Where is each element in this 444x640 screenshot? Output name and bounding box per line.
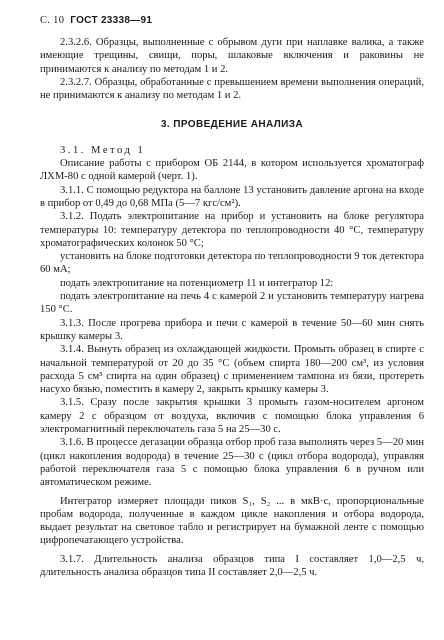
document-body (40, 36, 424, 579)
paragraph-3-1-2-detector: установить на блоке подготовки детектора по теплопроводности 9 ток детектора 60 мА; (40, 251, 424, 276)
gost-number: ГОСТ 23338—91 (70, 15, 153, 26)
paragraph-3-1-2-oven: подать электропитание на печь 4 с камерой 2 и установить температуру нагрева 150 °С. (40, 291, 424, 316)
paragraph-3-1-1: 3.1.1. С помощью редуктора на баллоне 13 установить давление аргона на входе в прибор от 0,49 до 0,68 МПа (5—7 кгс/см²). (40, 184, 424, 209)
paragraph-3-1-5: 3.1.5. Сразу после закрытия крышки 3 промыть газом-носителем аргоном камеру 2 с образцом от воздуха, включив с помощью блока управления 6 электромагнитный переключатель газа 5 на 25—30 с. (40, 397, 424, 436)
paragraph-integrator: Интегратор измеряет площади пиков S₁, S₂ ... в мкВ·с, пропорциональные пробам водорода, полученные в каждом цикле накопления и отбора водорода, выдает результат на световое табло и регистрирует на бумажной ленте с помощью цифропечатающего устройства. (40, 495, 424, 547)
paragraph-3-1-6: 3.1.6. В процессе дегазации образца отбор проб газа выполнять через 5—20 мин (цикл накопления водорода) в течение 25—30 с (цикл отбора водорода), управляя работой переключателя газа 5 с помощью блока управления 6 в ручном или автоматическом режиме. (40, 437, 424, 489)
paragraph-3-1-4: 3.1.4. Вынуть образец из охлаждающей жидкости. Промыть образец в спирте с начальной температурой от 20 до 35 °С (объем спирта 180—200 см³, из условия расхода 5 см³ спирта на один образец) с применением тампона из бязи, протереть насухо бязью, поместить в камеру 2, закрыть крышку камеры 3. (40, 344, 424, 396)
paragraph-description: Описание работы с прибором ОБ 2144, в котором используется хроматограф ЛХМ-80 с одной камерой (черт. 1). (40, 158, 424, 183)
paragraph-3-1-2-integrator: подать электропитание на потенциометр 11 и интегратор 12: (60, 277, 334, 289)
section-title: 3. ПРОВЕДЕНИЕ АНАЛИЗА (160, 119, 304, 131)
page-header (40, 15, 152, 26)
paragraph-3-1-7: 3.1.7. Длительность анализа образцов типа I составляет 1,0—2,5 ч, длительность анализа образцов типа II составляет 2,0—2,5 ч. (40, 553, 424, 578)
paragraph-2-3-2-6: 2.3.2.6. Образцы, выполненные с обрывом дуги при наплавке валика, а также имеющие трещины, свищи, поры, шлаковые включения и раковины не принимаются к анализу по методам 1 и 2. (40, 37, 424, 75)
page-number: С. 10 (40, 15, 65, 26)
paragraph-3-1-2: 3.1.2. Подать электропитание на прибор и установить на блоке регулятора температуры 10: температуру детектора по теплопроводности 40 °С, температуру хроматографических колонок 50 °С; (40, 211, 424, 249)
paragraph-2-3-2-7: 2.3.2.7. Образцы, обработанные с превышением времени выполнения операций, не принимаются к анализу по методам 1 и 2. (40, 76, 424, 102)
paragraph-3-1-3: 3.1.3. После прогрева прибора и печи с камерой в течение 50—60 мин снять крышку камеры 3. (40, 317, 424, 342)
method-title: 3.1. Метод 1 (60, 144, 146, 156)
